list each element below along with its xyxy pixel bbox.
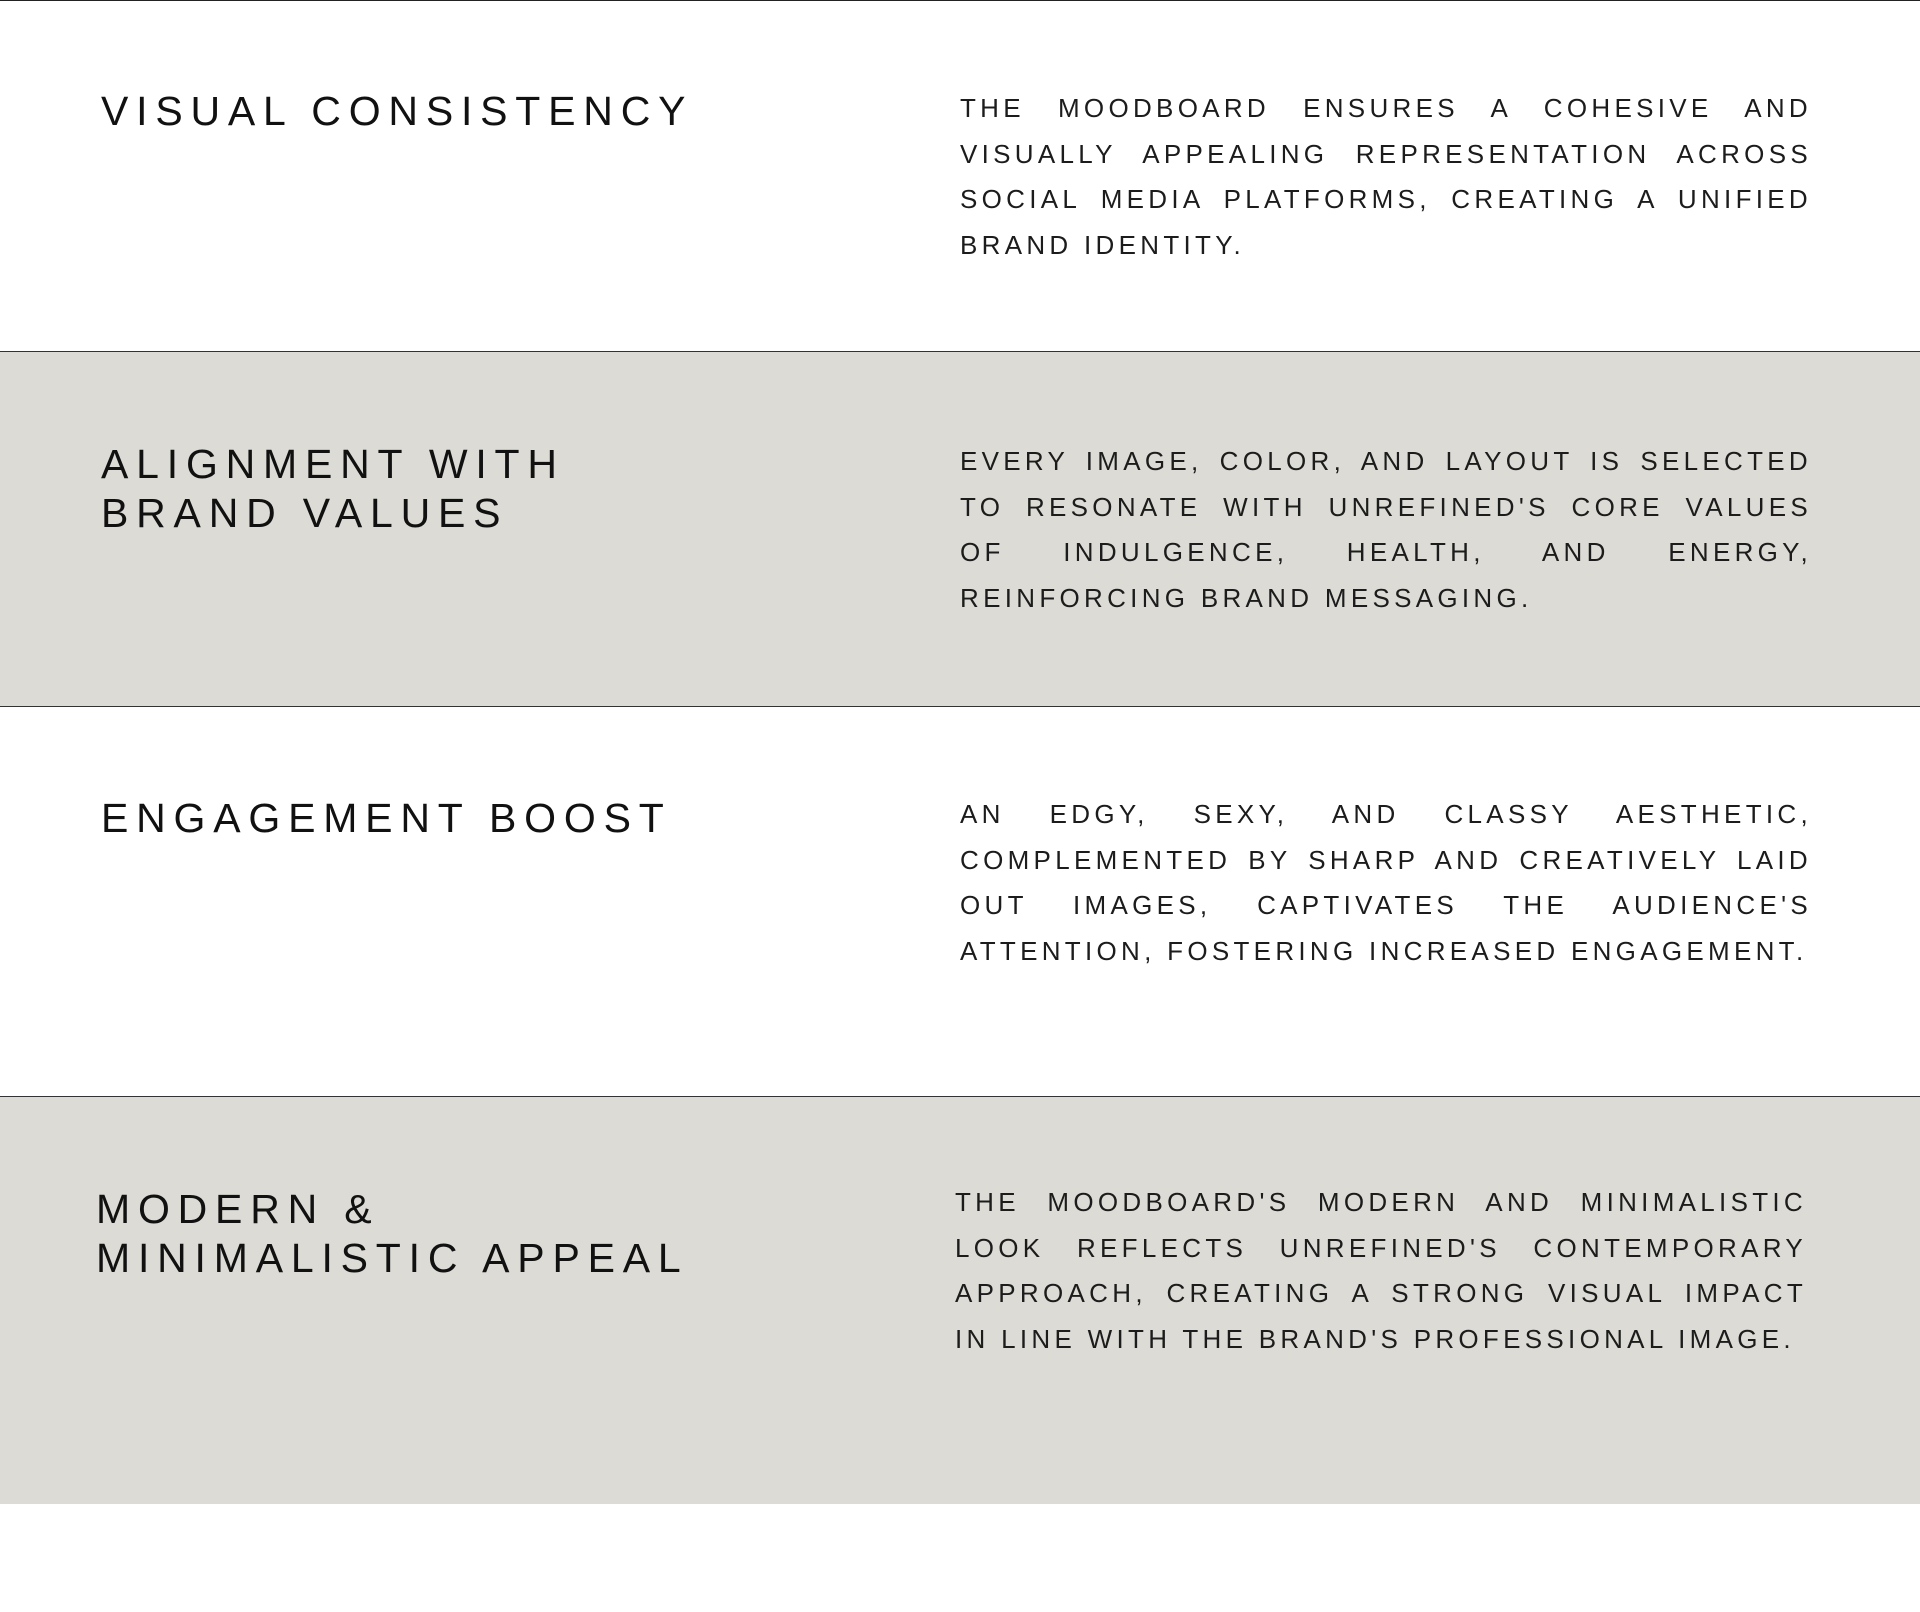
section-visual-consistency bbox=[0, 1, 1920, 351]
section-engagement-boost bbox=[0, 706, 1920, 1096]
section-heading: MODERN & MINIMALISTIC APPEAL bbox=[96, 1186, 689, 1281]
section-heading: ENGAGEMENT BOOST bbox=[101, 795, 672, 841]
section-body: AN EDGY, SEXY, AND CLASSY AESTHETIC, COMPLEMENTED BY SHARP AND CREATIVELY LAID OUT IMAGES, CAPTIVATES THE AUDIENCE'S ATTENTION, FOSTERING INCREASED ENGAGEMENT. bbox=[960, 799, 1812, 966]
section-minimalistic-appeal bbox=[0, 1096, 1920, 1504]
section-body: THE MOODBOARD'S MODERN AND MINIMALISTIC LOOK REFLECTS UNREFINED'S CONTEMPORARY APPROACH, CREATING A STRONG VISUAL IMPACT IN LINE WITH THE BRAND'S PROFESSIONAL IMAGE. bbox=[955, 1187, 1807, 1354]
section-body: THE MOODBOARD ENSURES A COHESIVE AND VISUALLY APPEALING REPRESENTATION ACROSS SOCIAL MEDIA PLATFORMS, CREATING A UNIFIED BRAND IDENTITY. bbox=[960, 93, 1812, 260]
section-body: EVERY IMAGE, COLOR, AND LAYOUT IS SELECTED TO RESONATE WITH UNREFINED'S CORE VALUES OF INDULGENCE, HEALTH, AND ENERGY, REINFORCING BRAND MESSAGING. bbox=[960, 446, 1812, 613]
section-heading: ALIGNMENT WITH BRAND VALUES bbox=[101, 441, 565, 536]
section-heading: VISUAL CONSISTENCY bbox=[101, 88, 694, 134]
section-brand-values bbox=[0, 351, 1920, 706]
